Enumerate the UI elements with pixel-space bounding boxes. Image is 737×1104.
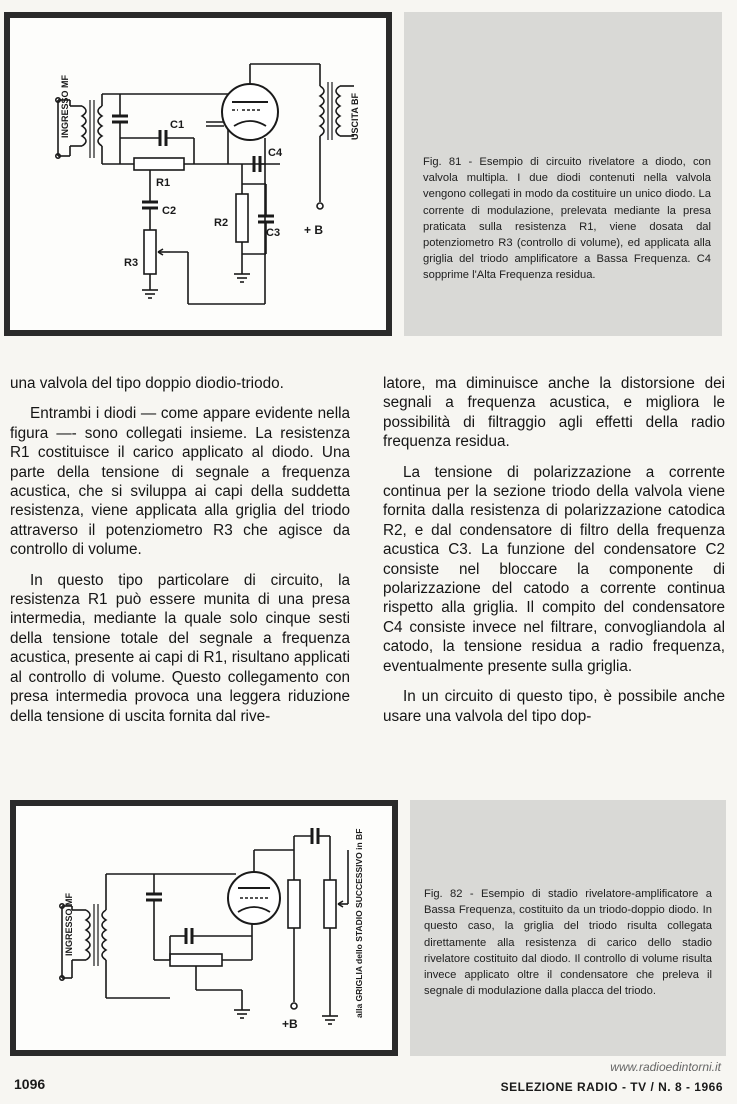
paragraph: La tensione di polarizzazione a corrente continua per la sezione triodo della valvola viene fornita dalla resistenza di polarizzazione catodica R2, e dal condensatore di filtro della frequenza acustica C3. La funzione del condensatore C2 consiste nel bloccare la componente di polarizzazione del catodo a corrente continua rispetto alla griglia. Il compito del condensatore C4 consiste invece nel filtrare, convogliandola al catodo, la tensione residua a radio frequenza, eventualmente presente sulla griglia.: [383, 463, 725, 675]
c1-label: C1: [170, 119, 185, 131]
r1-label: R1: [156, 177, 171, 189]
text-column-left: [10, 374, 350, 737]
figure-81-caption: Fig. 81 - Esempio di circuito rivelatore a diodo, con valvola multipla. I due diodi contenuti nella valvola vengono collegati in modo da costituire un unico diodo. La corrente di modulazione, prelevata mediante la presa praticata sulla resistenza R1, viene dosata dal potenziometro R3 (controllo di volume), ed applicata alla griglia del triodo amplificatore a Bassa Frequenza. C4 sopprime l'Alta Frequenza residua.: [423, 156, 711, 282]
r3-label: R3: [124, 257, 139, 269]
c2-label: C2: [162, 205, 177, 217]
output-label: alla GRIGLIA dello STADIO SUCCESSIVO in BF: [354, 828, 364, 1018]
plus-b-label: +B: [282, 1017, 298, 1031]
paragraph: In questo tipo particolare di circuito, la resistenza R1 può essere munita di una presa intermedia, mediante la quale solo cinque sesti della tensione totale del segnale a frequenza acustica, presente ai capi di R1, risultano applicati al controllo di volume. Questo collegamento con presa intermedia provoca una leggera riduzione della tensione di uscita fornita dal rive-: [10, 571, 350, 725]
magazine-issue: SELEZIONE RADIO - TV / N. 8 - 1966: [500, 1080, 723, 1094]
paragraph: Entrambi i diodi — come appare evidente nella figura —- sono collegati insieme. La resistenza R1 costituisce il carico applicato al diodo. Una parte della tensione di segnale a frequenza acustica, che si sviluppa ai capi della suddetta resistenza, viene applicata alla griglia del triodo attraverso il potenziometro R3 che agisce da controllo di volume.: [10, 405, 350, 559]
text-column-right: [383, 374, 725, 737]
figure-81-diagram: [4, 12, 392, 336]
paragraph: latore, ma diminuisce anche la distorsione dei segnali a frequenza acustica, e migliora le possibilità di filtraggio agli effetti della radio frequenza residua.: [383, 375, 725, 451]
input-label: INGRESSO MF: [60, 74, 70, 138]
page-number: 1096: [14, 1076, 46, 1092]
watermark: www.radioedintorni.it: [610, 1060, 721, 1074]
schematic-fig82: [16, 806, 392, 1050]
input-label: INGRESSO MF: [64, 892, 74, 956]
c3-label: C3: [266, 227, 281, 239]
paragraph: In un circuito di questo tipo, è possibile anche usare una valvola del tipo dop-: [383, 688, 725, 725]
output-label: USCITA BF: [350, 93, 360, 140]
figure-82-caption: Fig. 82 - Esempio di stadio rivelatore-amplificatore a Bassa Frequenza, costituito da un triodo-doppio diodo. In questo caso, la griglia del triodo risulta collegata direttamente alla resistenza di carico dello stadio rivelatore costituito dal diodo. Il controllo di volume risulta invece applicato oltre il condensatore che preleva il segnale di modulazione dalla placca del triodo.: [424, 888, 712, 998]
r2-label: R2: [214, 217, 229, 229]
schematic-fig81: [10, 18, 386, 330]
plus-b-label: + B: [304, 223, 324, 237]
figure-82-diagram: [10, 800, 398, 1056]
paragraph: una valvola del tipo doppio diodio-triodo.: [10, 375, 284, 392]
c4-label: C4: [268, 147, 283, 159]
